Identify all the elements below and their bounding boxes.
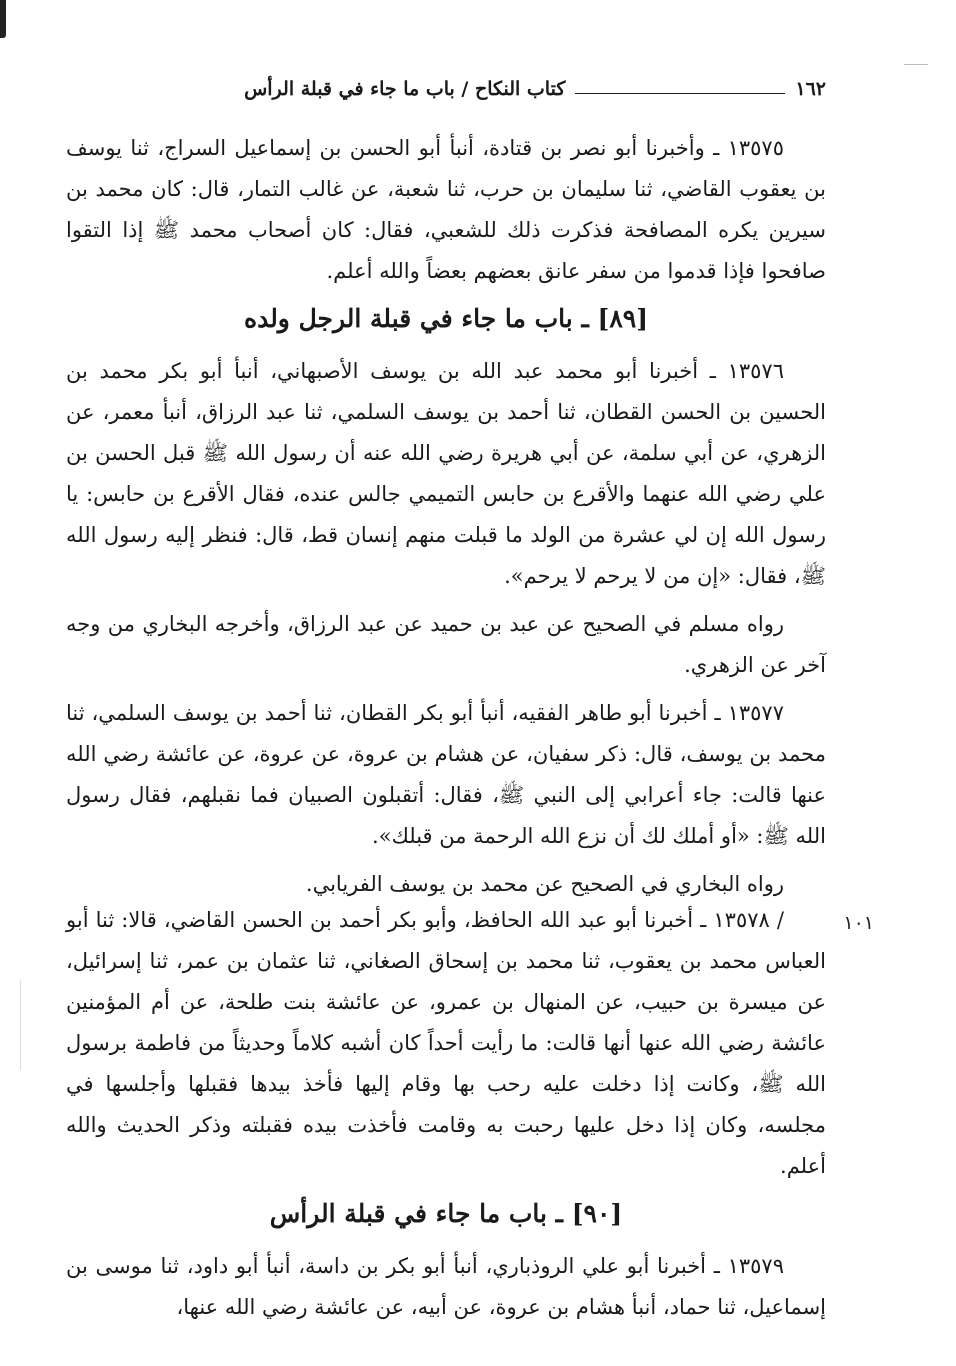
text-block-top: [66, 128, 826, 912]
hadith-13578: / ١٣٥٧٨ ـ أخبرنا أبو عبد الله الحافظ، وأبو بكر أحمد بن الحسن القاضي، قالا: ثنا أبو العباس محمد بن يعقوب، ثنا محمد بن إسحاق الصغاني، ثنا عثمان بن عمر، ثنا إسرائيل، عن ميسرة بن حبيب، عن المنهال بن عمرو، عن عائشة بنت طلحة، عن أم المؤمنين عائشة رضي الله عنها أنها قالت: ما رأيت أحداً كان أشبه كلاماً وحديثاً من فاطمة برسول الله ﷺ، وكانت إذا دخلت عليه رحب بها وقام إليها فأخذ بيدها فقبلها وأجلسها في مجلسه، وكان إذا دخل عليها رحبت به وقامت فأخذت بيده فقبلته وذكر الحديث والله أعلم.: [66, 908, 826, 1178]
left-edge-mark: [20, 980, 21, 1070]
hadith-13575: ١٣٥٧٥ ـ وأخبرنا أبو نصر بن قتادة، أنبأ أبو الحسن بن إسماعيل السراج، ثنا يوسف بن يعقوب القاضي، ثنا سليمان بن حرب، ثنا شعبة، عن غالب التمار، قال: كان محمد بن سيرين يكره المصافحة فذكرت ذلك للشعبي، فقال: كان أصحاب محمد ﷺ إذا التقوا صافحوا فإذا قدموا من سفر عانق بعضهم بعضاً والله أعلم.: [66, 136, 826, 283]
hadith-13576: ١٣٥٧٦ ـ أخبرنا أبو محمد عبد الله بن يوسف الأصبهاني، أنبأ أبو بكر محمد بن الحسين بن الحسن القطان، ثنا أحمد بن يوسف السلمي، ثنا عبد الرزاق، أنبأ معمر، عن الزهري، عن أبي سلمة، عن أبي هريرة رضي الله عنه أن رسول الله ﷺ قبل الحسن بن علي رضي الله عنهما والأقرع بن حابس التميمي جالس عنده، فقال الأقرع بن حابس: يا رسول الله إن لي عشرة من الولد ما قبلت منهم إنسان قط، قال: فنظر إليه رسول الله ﷺ، فقال: «إن من لا يرحم لا يرحم».: [66, 359, 826, 588]
margin-folio-number: ١٠١: [843, 912, 874, 934]
chapter-heading-89: [٨٩] ـ باب ما جاء في قبلة الرجل ولده: [243, 304, 649, 333]
page-number: ١٦٢: [795, 78, 826, 100]
page-corner-mark: [0, 0, 6, 38]
running-title: كتاب النكاح / باب ما جاء في قبلة الرأس: [244, 78, 566, 100]
hadith-13579: ١٣٥٧٩ ـ أخبرنا أبو علي الروذباري، أنبأ أبو بكر بن داسة، أنبأ أبو داود، ثنا موسى بن إسماعيل، ثنا حماد، أنبأ هشام بن عروة، عن أبيه، عن عائشة رضي الله عنها،: [66, 1254, 826, 1319]
running-header: [66, 72, 826, 106]
text-block-bottom: [66, 900, 826, 1335]
chapter-heading-90: [٩٠] ـ باب ما جاء في قبلة الرأس: [269, 1199, 623, 1228]
commentary-13576: رواه مسلم في الصحيح عن عبد بن حميد عن عبد الرزاق، وأخرجه البخاري من وجه آخر عن الزهري.: [66, 612, 826, 677]
header-rule: [575, 93, 785, 94]
commentary-13577: رواه البخاري في الصحيح عن محمد بن يوسف الفريابي.: [305, 872, 784, 896]
edge-mark: [904, 64, 928, 65]
hadith-13577: ١٣٥٧٧ ـ أخبرنا أبو طاهر الفقيه، أنبأ أبو بكر القطان، ثنا أحمد بن يوسف السلمي، ثنا محمد بن يوسف، قال: ذكر سفيان، عن هشام بن عروة، عن عروة، عن عائشة رضي الله عنها قالت: جاء أعرابي إلى النبي ﷺ، فقال: أتقبلون الصبيان فما نقبلهم، فقال رسول الله ﷺ: «أو أملك لك أن نزع الله الرحمة من قبلك».: [66, 701, 826, 848]
